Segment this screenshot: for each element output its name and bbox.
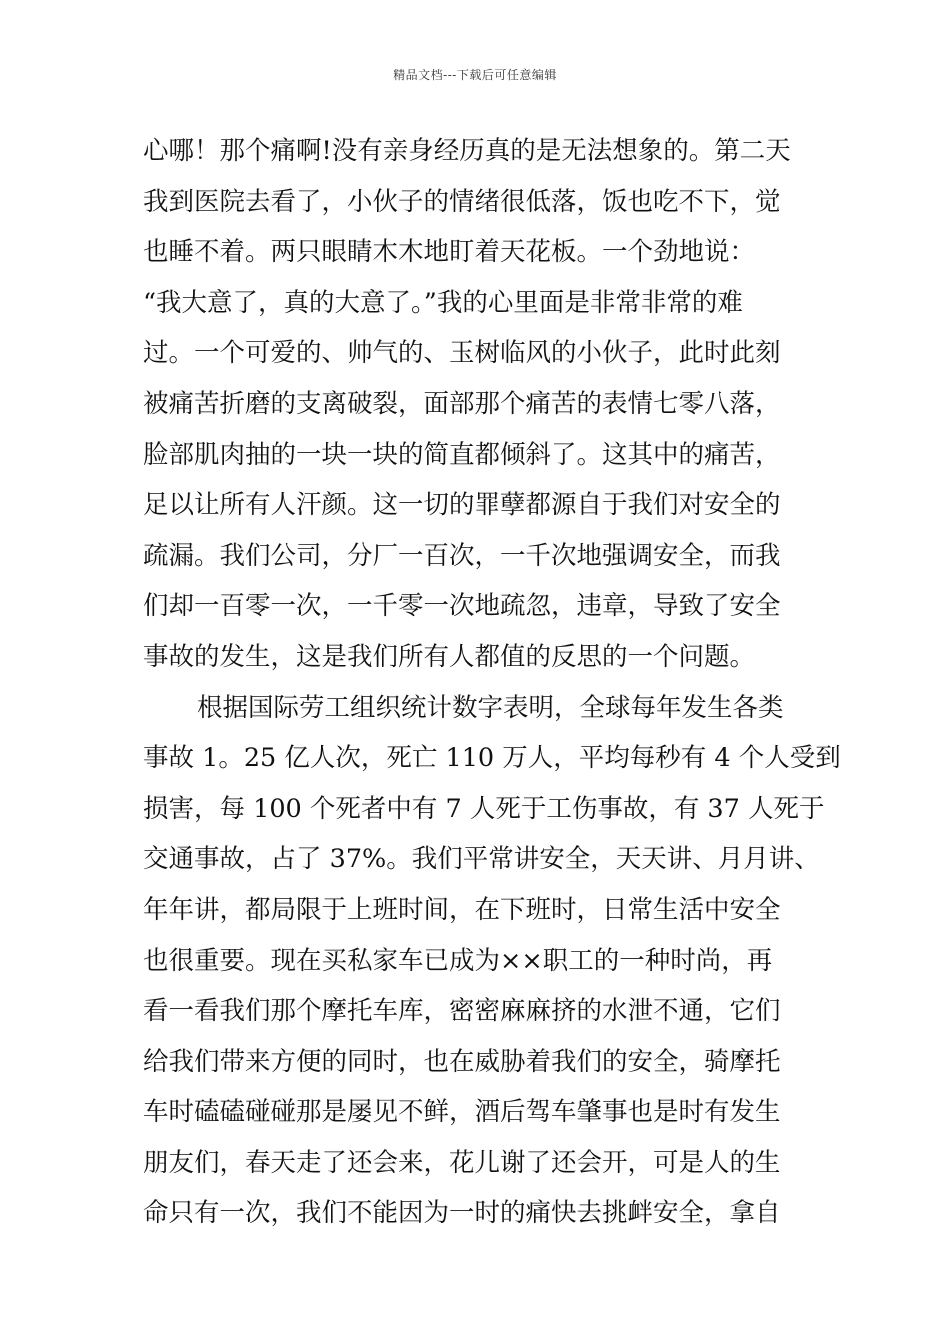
text-line: 年年讲，都局限于上班时间，在下班时，日常生活中安全 [143,894,781,925]
text-line: 命只有一次，我们不能因为一时的痛快去挑衅安全，拿自 [143,1198,781,1229]
text-line: 们却一百零一次，一千零一次地疏忽，违章，导致了安全 [143,591,781,622]
page-header: 精品文档---下载后可任意编辑 [393,68,557,82]
text-line: 也睡不着。两只眼睛木木地盯着天花板。一个劲地说： [143,237,756,268]
text-line: 疏漏。我们公司，分厂一百次，一千次地强调安全，而我 [143,540,781,571]
text-line: 事故的发生，这是我们所有人都值的反思的一个问题。 [143,641,756,672]
text-line: 交通事故，占了 37%。我们平常讲安全，天天讲、月月讲、 [143,844,820,875]
text-line: 给我们带来方便的同时，也在威胁着我们的安全，骑摩托 [143,1046,781,1077]
text-line: “我大意了，真的大意了。”我的心里面是非常非常的难 [143,287,743,318]
document-body [143,126,841,1239]
text-line: 朋友们，春天走了还会来，花儿谢了还会开，可是人的生 [143,1147,781,1178]
text-line: 事故 1。25 亿人次，死亡 110 万人，平均每秒有 4 个人受到 [143,743,841,774]
text-line: 足以让所有人汗颜。这一切的罪孽都源自于我们对安全的 [143,490,781,521]
text-line: 心哪！那个痛啊!没有亲身经历真的是无法想象的。第二天 [143,136,791,166]
text-line: 过。一个可爱的、帅气的、玉树临风的小伙子，此时此刻 [143,338,781,369]
text-line: 脸部肌肉抽的一块一块的简直都倾斜了。这其中的痛苦， [143,439,781,470]
paragraph-2 [143,683,841,1240]
text-line: 根据国际劳工组织统计数字表明，全球每年发生各类 [197,692,784,723]
text-line: 我到医院去看了，小伙子的情绪很低落，饭也吃不下，觉 [143,186,781,217]
text-line: 看一看我们那个摩托车库，密密麻麻挤的水泄不通，它们 [143,996,781,1027]
text-line: 车时磕磕碰碰那是屡见不鲜，酒后驾车肇事也是时有发生 [143,1097,781,1128]
text-line: 被痛苦折磨的支离破裂，面部那个痛苦的表情七零八落， [143,388,781,419]
paragraph-1 [143,126,813,683]
text-line: 也很重要。现在买私家车已成为××职工的一种时尚，再 [143,945,773,976]
text-line: 损害，每 100 个死者中有 7 人死于工伤事故，有 37 人死于 [143,793,825,824]
